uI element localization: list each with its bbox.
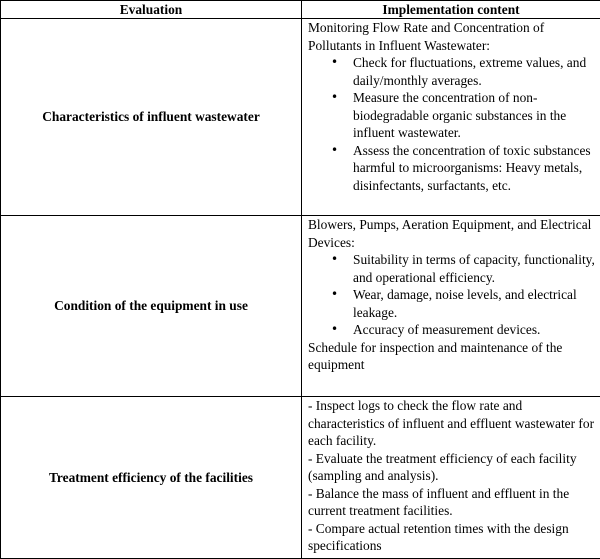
outro-text: Schedule for inspection and maintenance of the equipment [308, 339, 563, 373]
table-row [1, 397, 600, 559]
list-item: • Measure the concentration of non-biodegradable organic substances in the influent wastewater. [353, 89, 595, 142]
list-item: - Balance the mass of influent and effluent in the current treatment facilities. [308, 485, 570, 519]
table-row [1, 216, 600, 397]
list-item: • Check for fluctuations, extreme values, and daily/monthly averages. [353, 54, 595, 89]
intro-text: Blowers, Pumps, Aeration Equipment, and Electrical Devices: [308, 217, 592, 250]
implementation-cell [302, 397, 600, 559]
list-item: • Wear, damage, noise levels, and electrical leakage. [353, 286, 595, 321]
list-item: • Suitability in terms of capacity, functionality, and operational efficiency. [353, 251, 595, 286]
bullet-list [308, 251, 595, 339]
evaluation-cell: Characteristics of influent wastewater [1, 19, 302, 216]
list-item: - Compare actual retention times with the design specifications [308, 520, 569, 554]
evaluation-cell: Treatment efficiency of the facilities [1, 397, 302, 559]
header-implementation: Implementation content [302, 1, 600, 19]
list-item: • Accuracy of measurement devices. [353, 321, 595, 339]
implementation-cell [302, 19, 600, 216]
bullet-list [308, 54, 595, 194]
evaluation-cell: Condition of the equipment in use [1, 216, 302, 397]
list-item: • Assess the concentration of toxic substances harmful to microorganisms: Heavy metals, disinfectants, surfactants, etc. [353, 142, 595, 195]
header-row [1, 1, 600, 19]
list-item: - Inspect logs to check the flow rate and characteristics of influent and effluent wastewater for each facility. [308, 398, 595, 449]
list-item: - Evaluate the treatment efficiency of each facility (sampling and analysis). [308, 450, 577, 484]
intro-text: Monitoring Flow Rate and Concentration of Pollutants in Influent Wastewater: [308, 20, 545, 53]
table-row [1, 19, 600, 216]
implementation-cell [302, 216, 600, 397]
header-evaluation: Evaluation [1, 1, 302, 19]
